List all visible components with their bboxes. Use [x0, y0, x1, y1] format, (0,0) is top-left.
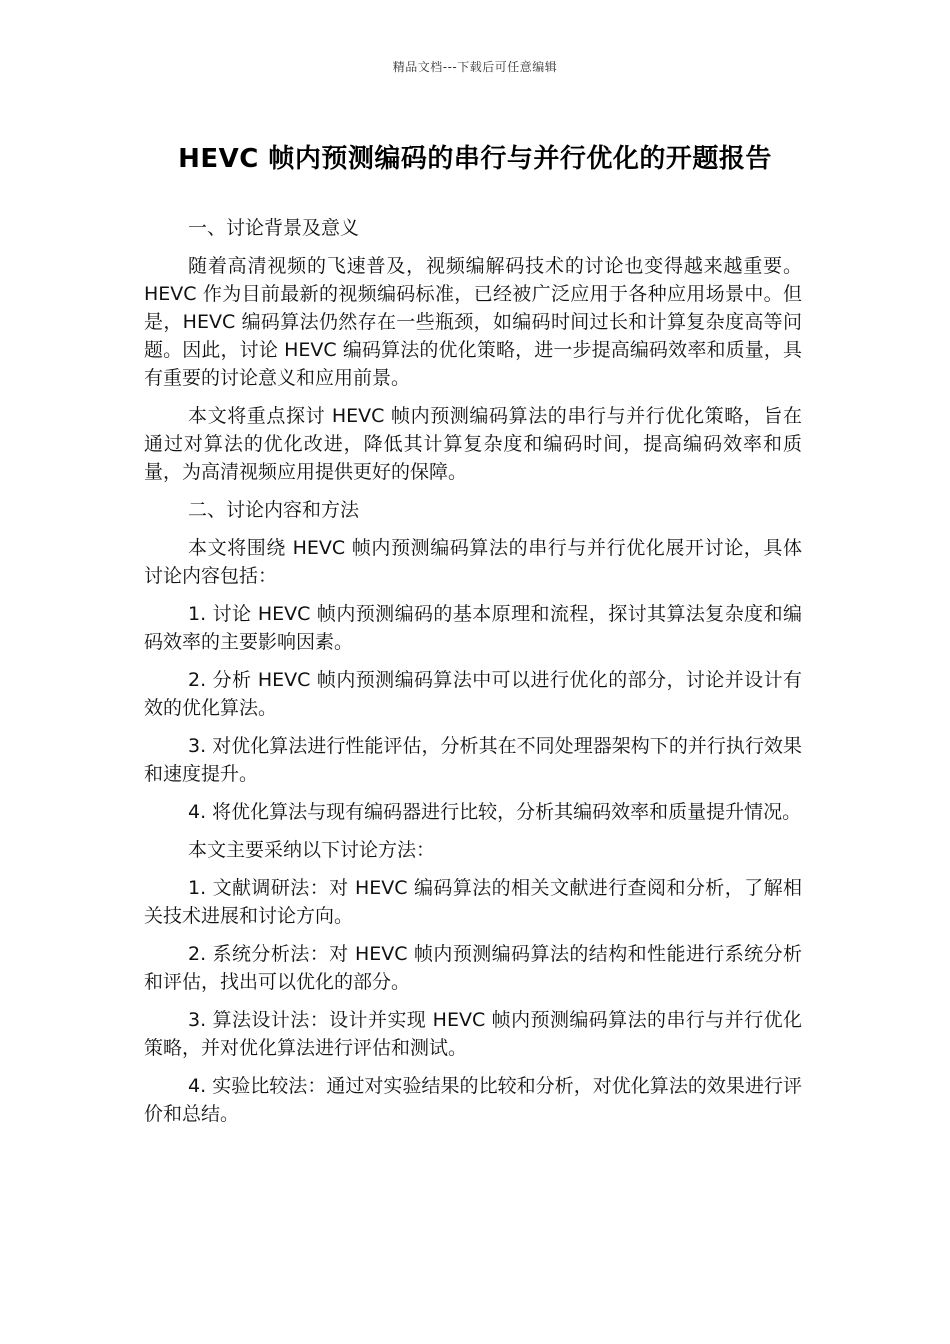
- content-item-2: 2. 分析 HEVC 帧内预测编码算法中可以进行优化的部分，讨论并设计有效的优化算法。: [144, 669, 802, 719]
- paragraph-goal: 本文将重点探讨 HEVC 帧内预测编码算法的串行与并行优化策略，旨在通过对算法的优化改进，降低其计算复杂度和编码时间，提高编码效率和质量，为高清视频应用提供更好的保障。: [144, 405, 802, 483]
- method-item-3: 3. 算法设计法：设计并实现 HEVC 帧内预测编码算法的串行与并行优化策略，并对优化算法进行评估和测试。: [144, 1009, 802, 1059]
- method-item-2: 2. 系统分析法：对 HEVC 帧内预测编码算法的结构和性能进行系统分析和评估，找出可以优化的部分。: [144, 943, 802, 993]
- paragraph-methods-intro: 本文主要采纳以下讨论方法：: [188, 839, 436, 861]
- content-item-3: 3. 对优化算法进行性能评估，分析其在不同处理器架构下的并行执行效果和速度提升。: [144, 735, 802, 785]
- paragraph-background: 随着高清视频的飞速普及，视频编解码技术的讨论也变得越来越重要。HEVC 作为目前最新的视频编码标准，已经被广泛应用于各种应用场景中。但是，HEVC 编码算法仍然存在一些瓶颈，如编码时间过长和计算复杂度高等问题。因此，讨论 HEVC 编码算法的优化策略，进一步提高编码效率和质量，具有重要的讨论意义和应用前景。: [144, 255, 802, 389]
- section-heading-content: 二、讨论内容和方法: [188, 499, 360, 521]
- paragraph-content-intro: 本文将围绕 HEVC 帧内预测编码算法的串行与并行优化展开讨论，具体讨论内容包括：: [144, 537, 802, 587]
- content-item-4: 4. 将优化算法与现有编码器进行比较，分析其编码效率和质量提升情况。: [188, 801, 802, 823]
- section-heading-background: 一、讨论背景及意义: [188, 217, 360, 239]
- document-body: [144, 214, 802, 1138]
- method-item-1: 1. 文献调研法：对 HEVC 编码算法的相关文献进行查阅和分析，了解相关技术进展和讨论方向。: [144, 877, 802, 927]
- document-title: HEVC 帧内预测编码的串行与并行优化的开题报告: [178, 144, 772, 174]
- header-note: 精品文档---下载后可任意编辑: [392, 60, 558, 74]
- method-item-4: 4. 实验比较法：通过对实验结果的比较和分析，对优化算法的效果进行评价和总结。: [144, 1075, 802, 1125]
- content-item-1: 1. 讨论 HEVC 帧内预测编码的基本原理和流程，探讨其算法复杂度和编码效率的主要影响因素。: [144, 603, 802, 653]
